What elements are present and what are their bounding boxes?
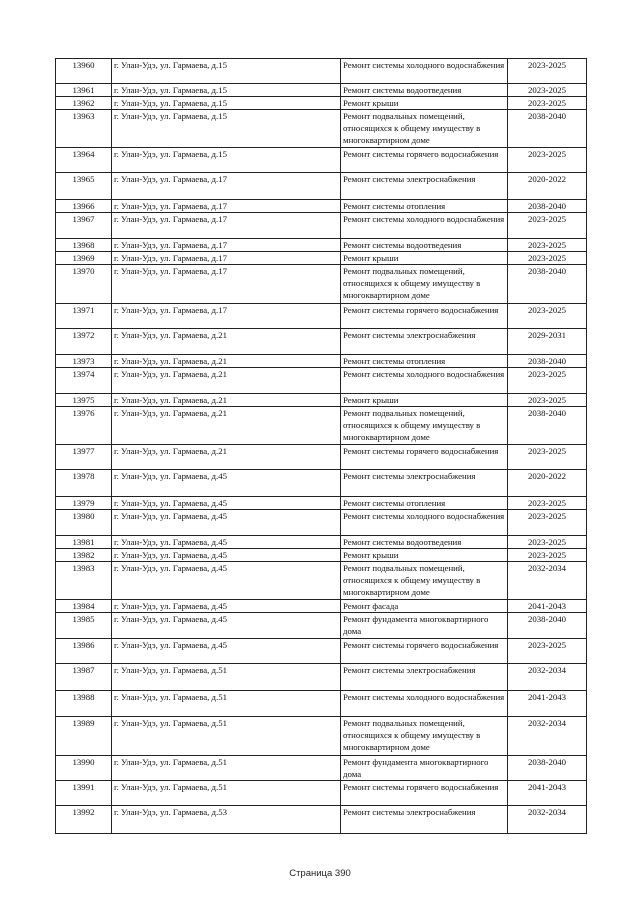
record-number: 13977 <box>56 445 112 470</box>
table-row <box>56 562 587 600</box>
address-cell: г. Улан-Удэ, ул. Гармаева, д.51 <box>112 756 341 781</box>
address-cell: г. Улан-Удэ, ул. Гармаева, д.15 <box>112 84 341 97</box>
work-type-cell: Ремонт крыши <box>341 549 508 562</box>
record-number: 13975 <box>56 394 112 407</box>
period-cell: 2023-2025 <box>508 252 587 265</box>
table-row <box>56 664 587 691</box>
work-type-cell: Ремонт системы горячего водоснабжения <box>341 445 508 470</box>
period-cell: 2023-2025 <box>508 445 587 470</box>
record-number: 13970 <box>56 265 112 304</box>
table-row <box>56 806 587 834</box>
record-number: 13976 <box>56 407 112 445</box>
work-type-cell: Ремонт подвальных помещений, относящихся к общему имуществу в многоквартирном доме <box>341 265 508 304</box>
table-row <box>56 510 587 536</box>
address-cell: г. Улан-Удэ, ул. Гармаева, д.15 <box>112 59 341 84</box>
record-number: 13984 <box>56 600 112 613</box>
work-type-cell: Ремонт системы горячего водоснабжения <box>341 781 508 806</box>
work-type-cell: Ремонт системы электроснабжения <box>341 470 508 497</box>
address-cell: г. Улан-Удэ, ул. Гармаева, д.17 <box>112 213 341 239</box>
address-cell: г. Улан-Удэ, ул. Гармаева, д.15 <box>112 148 341 173</box>
period-cell: 2038-2040 <box>508 613 587 639</box>
work-type-cell: Ремонт системы горячего водоснабжения <box>341 639 508 664</box>
work-type-cell: Ремонт крыши <box>341 97 508 110</box>
table-row <box>56 368 587 394</box>
table-row <box>56 213 587 239</box>
work-type-cell: Ремонт системы горячего водоснабжения <box>341 304 508 329</box>
table-row <box>56 239 587 252</box>
work-type-cell: Ремонт системы электроснабжения <box>341 173 508 200</box>
record-number: 13979 <box>56 497 112 510</box>
table-row <box>56 97 587 110</box>
period-cell: 2020-2022 <box>508 470 587 497</box>
record-number: 13978 <box>56 470 112 497</box>
record-number: 13974 <box>56 368 112 394</box>
table-body <box>56 59 587 834</box>
period-cell: 2029-2031 <box>508 329 587 355</box>
address-cell: г. Улан-Удэ, ул. Гармаева, д.51 <box>112 781 341 806</box>
period-cell: 2038-2040 <box>508 355 587 368</box>
work-type-cell: Ремонт системы отопления <box>341 200 508 213</box>
work-type-cell: Ремонт системы холодного водоснабжения <box>341 510 508 536</box>
period-cell: 2032-2034 <box>508 664 587 691</box>
address-cell: г. Улан-Удэ, ул. Гармаева, д.45 <box>112 639 341 664</box>
record-number: 13973 <box>56 355 112 368</box>
table-row <box>56 549 587 562</box>
address-cell: г. Улан-Удэ, ул. Гармаева, д.45 <box>112 549 341 562</box>
table-row <box>56 407 587 445</box>
period-cell: 2038-2040 <box>508 265 587 304</box>
record-number: 13982 <box>56 549 112 562</box>
period-cell: 2041-2043 <box>508 781 587 806</box>
address-cell: г. Улан-Удэ, ул. Гармаева, д.45 <box>112 510 341 536</box>
record-number: 13992 <box>56 806 112 834</box>
table-row <box>56 691 587 717</box>
work-type-cell: Ремонт фундамента многоквартирного дома <box>341 613 508 639</box>
period-cell: 2023-2025 <box>508 239 587 252</box>
table-row <box>56 470 587 497</box>
period-cell: 2023-2025 <box>508 639 587 664</box>
period-cell: 2038-2040 <box>508 200 587 213</box>
address-cell: г. Улан-Удэ, ул. Гармаева, д.17 <box>112 200 341 213</box>
work-type-cell: Ремонт фасада <box>341 600 508 613</box>
address-cell: г. Улан-Удэ, ул. Гармаева, д.45 <box>112 536 341 549</box>
table-row <box>56 756 587 781</box>
work-type-cell: Ремонт подвальных помещений, относящихся к общему имуществу в многоквартирном доме <box>341 717 508 756</box>
record-number: 13971 <box>56 304 112 329</box>
period-cell: 2023-2025 <box>508 536 587 549</box>
record-number: 13969 <box>56 252 112 265</box>
work-type-cell: Ремонт системы водоотведения <box>341 239 508 252</box>
work-type-cell: Ремонт системы горячего водоснабжения <box>341 148 508 173</box>
work-type-cell: Ремонт системы холодного водоснабжения <box>341 691 508 717</box>
record-number: 13991 <box>56 781 112 806</box>
period-cell: 2023-2025 <box>508 213 587 239</box>
period-cell: 2023-2025 <box>508 549 587 562</box>
table-row <box>56 252 587 265</box>
work-type-cell: Ремонт системы электроснабжения <box>341 329 508 355</box>
work-type-cell: Ремонт системы холодного водоснабжения <box>341 368 508 394</box>
address-cell: г. Улан-Удэ, ул. Гармаева, д.15 <box>112 110 341 148</box>
record-number: 13960 <box>56 59 112 84</box>
table-row <box>56 445 587 470</box>
record-number: 13961 <box>56 84 112 97</box>
address-cell: г. Улан-Удэ, ул. Гармаева, д.17 <box>112 173 341 200</box>
period-cell: 2023-2025 <box>508 97 587 110</box>
address-cell: г. Улан-Удэ, ул. Гармаева, д.45 <box>112 600 341 613</box>
period-cell: 2023-2025 <box>508 497 587 510</box>
address-cell: г. Улан-Удэ, ул. Гармаева, д.21 <box>112 368 341 394</box>
work-type-cell: Ремонт системы электроснабжения <box>341 806 508 834</box>
record-number: 13986 <box>56 639 112 664</box>
table-row <box>56 173 587 200</box>
period-cell: 2032-2034 <box>508 562 587 600</box>
table-row <box>56 497 587 510</box>
work-type-cell: Ремонт системы отопления <box>341 497 508 510</box>
record-number: 13983 <box>56 562 112 600</box>
work-type-cell: Ремонт системы водоотведения <box>341 536 508 549</box>
table-row <box>56 59 587 84</box>
table-row <box>56 200 587 213</box>
period-cell: 2023-2025 <box>508 304 587 329</box>
address-cell: г. Улан-Удэ, ул. Гармаева, д.17 <box>112 304 341 329</box>
record-number: 13972 <box>56 329 112 355</box>
table-row <box>56 110 587 148</box>
period-cell: 2032-2034 <box>508 717 587 756</box>
address-cell: г. Улан-Удэ, ул. Гармаева, д.17 <box>112 252 341 265</box>
table-row <box>56 536 587 549</box>
address-cell: г. Улан-Удэ, ул. Гармаева, д.21 <box>112 329 341 355</box>
address-cell: г. Улан-Удэ, ул. Гармаева, д.17 <box>112 239 341 252</box>
record-number: 13963 <box>56 110 112 148</box>
table-row <box>56 781 587 806</box>
address-cell: г. Улан-Удэ, ул. Гармаева, д.51 <box>112 664 341 691</box>
period-cell: 2023-2025 <box>508 59 587 84</box>
table-row <box>56 639 587 664</box>
period-cell: 2038-2040 <box>508 756 587 781</box>
table-row <box>56 148 587 173</box>
address-cell: г. Улан-Удэ, ул. Гармаева, д.45 <box>112 613 341 639</box>
address-cell: г. Улан-Удэ, ул. Гармаева, д.21 <box>112 355 341 368</box>
work-type-cell: Ремонт системы отопления <box>341 355 508 368</box>
address-cell: г. Улан-Удэ, ул. Гармаева, д.53 <box>112 806 341 834</box>
address-cell: г. Улан-Удэ, ул. Гармаева, д.51 <box>112 717 341 756</box>
work-type-cell: Ремонт системы электроснабжения <box>341 664 508 691</box>
period-cell: 2023-2025 <box>508 510 587 536</box>
period-cell: 2023-2025 <box>508 148 587 173</box>
page-number: Страница 390 <box>289 868 351 879</box>
address-cell: г. Улан-Удэ, ул. Гармаева, д.21 <box>112 407 341 445</box>
record-number: 13989 <box>56 717 112 756</box>
record-number: 13964 <box>56 148 112 173</box>
address-cell: г. Улан-Удэ, ул. Гармаева, д.15 <box>112 97 341 110</box>
record-number: 13980 <box>56 510 112 536</box>
table-row <box>56 329 587 355</box>
record-number: 13981 <box>56 536 112 549</box>
work-type-cell: Ремонт системы холодного водоснабжения <box>341 213 508 239</box>
period-cell: 2023-2025 <box>508 84 587 97</box>
period-cell: 2038-2040 <box>508 110 587 148</box>
table-row <box>56 304 587 329</box>
work-type-cell: Ремонт подвальных помещений, относящихся к общему имуществу в многоквартирном доме <box>341 407 508 445</box>
record-number: 13988 <box>56 691 112 717</box>
table-row <box>56 394 587 407</box>
work-type-cell: Ремонт системы холодного водоснабжения <box>341 59 508 84</box>
table-row <box>56 613 587 639</box>
address-cell: г. Улан-Удэ, ул. Гармаева, д.45 <box>112 562 341 600</box>
address-cell: г. Улан-Удэ, ул. Гармаева, д.17 <box>112 265 341 304</box>
record-number: 13966 <box>56 200 112 213</box>
record-number: 13967 <box>56 213 112 239</box>
address-cell: г. Улан-Удэ, ул. Гармаева, д.45 <box>112 497 341 510</box>
record-number: 13962 <box>56 97 112 110</box>
period-cell: 2038-2040 <box>508 407 587 445</box>
address-cell: г. Улан-Удэ, ул. Гармаева, д.21 <box>112 394 341 407</box>
table-row <box>56 717 587 756</box>
work-type-cell: Ремонт подвальных помещений, относящихся к общему имуществу в многоквартирном доме <box>341 110 508 148</box>
work-type-cell: Ремонт крыши <box>341 394 508 407</box>
table-row <box>56 600 587 613</box>
address-cell: г. Улан-Удэ, ул. Гармаева, д.51 <box>112 691 341 717</box>
record-number: 13968 <box>56 239 112 252</box>
table-row <box>56 84 587 97</box>
work-type-cell: Ремонт системы водоотведения <box>341 84 508 97</box>
record-number: 13965 <box>56 173 112 200</box>
period-cell: 2032-2034 <box>508 806 587 834</box>
period-cell: 2020-2022 <box>508 173 587 200</box>
repair-schedule-table <box>55 58 587 834</box>
work-type-cell: Ремонт подвальных помещений, относящихся к общему имуществу в многоквартирном доме <box>341 562 508 600</box>
table-row <box>56 355 587 368</box>
work-type-cell: Ремонт фундамента многоквартирного дома <box>341 756 508 781</box>
record-number: 13990 <box>56 756 112 781</box>
record-number: 13987 <box>56 664 112 691</box>
table-row <box>56 265 587 304</box>
period-cell: 2041-2043 <box>508 691 587 717</box>
period-cell: 2041-2043 <box>508 600 587 613</box>
address-cell: г. Улан-Удэ, ул. Гармаева, д.21 <box>112 445 341 470</box>
work-type-cell: Ремонт крыши <box>341 252 508 265</box>
record-number: 13985 <box>56 613 112 639</box>
period-cell: 2023-2025 <box>508 394 587 407</box>
address-cell: г. Улан-Удэ, ул. Гармаева, д.45 <box>112 470 341 497</box>
period-cell: 2023-2025 <box>508 368 587 394</box>
